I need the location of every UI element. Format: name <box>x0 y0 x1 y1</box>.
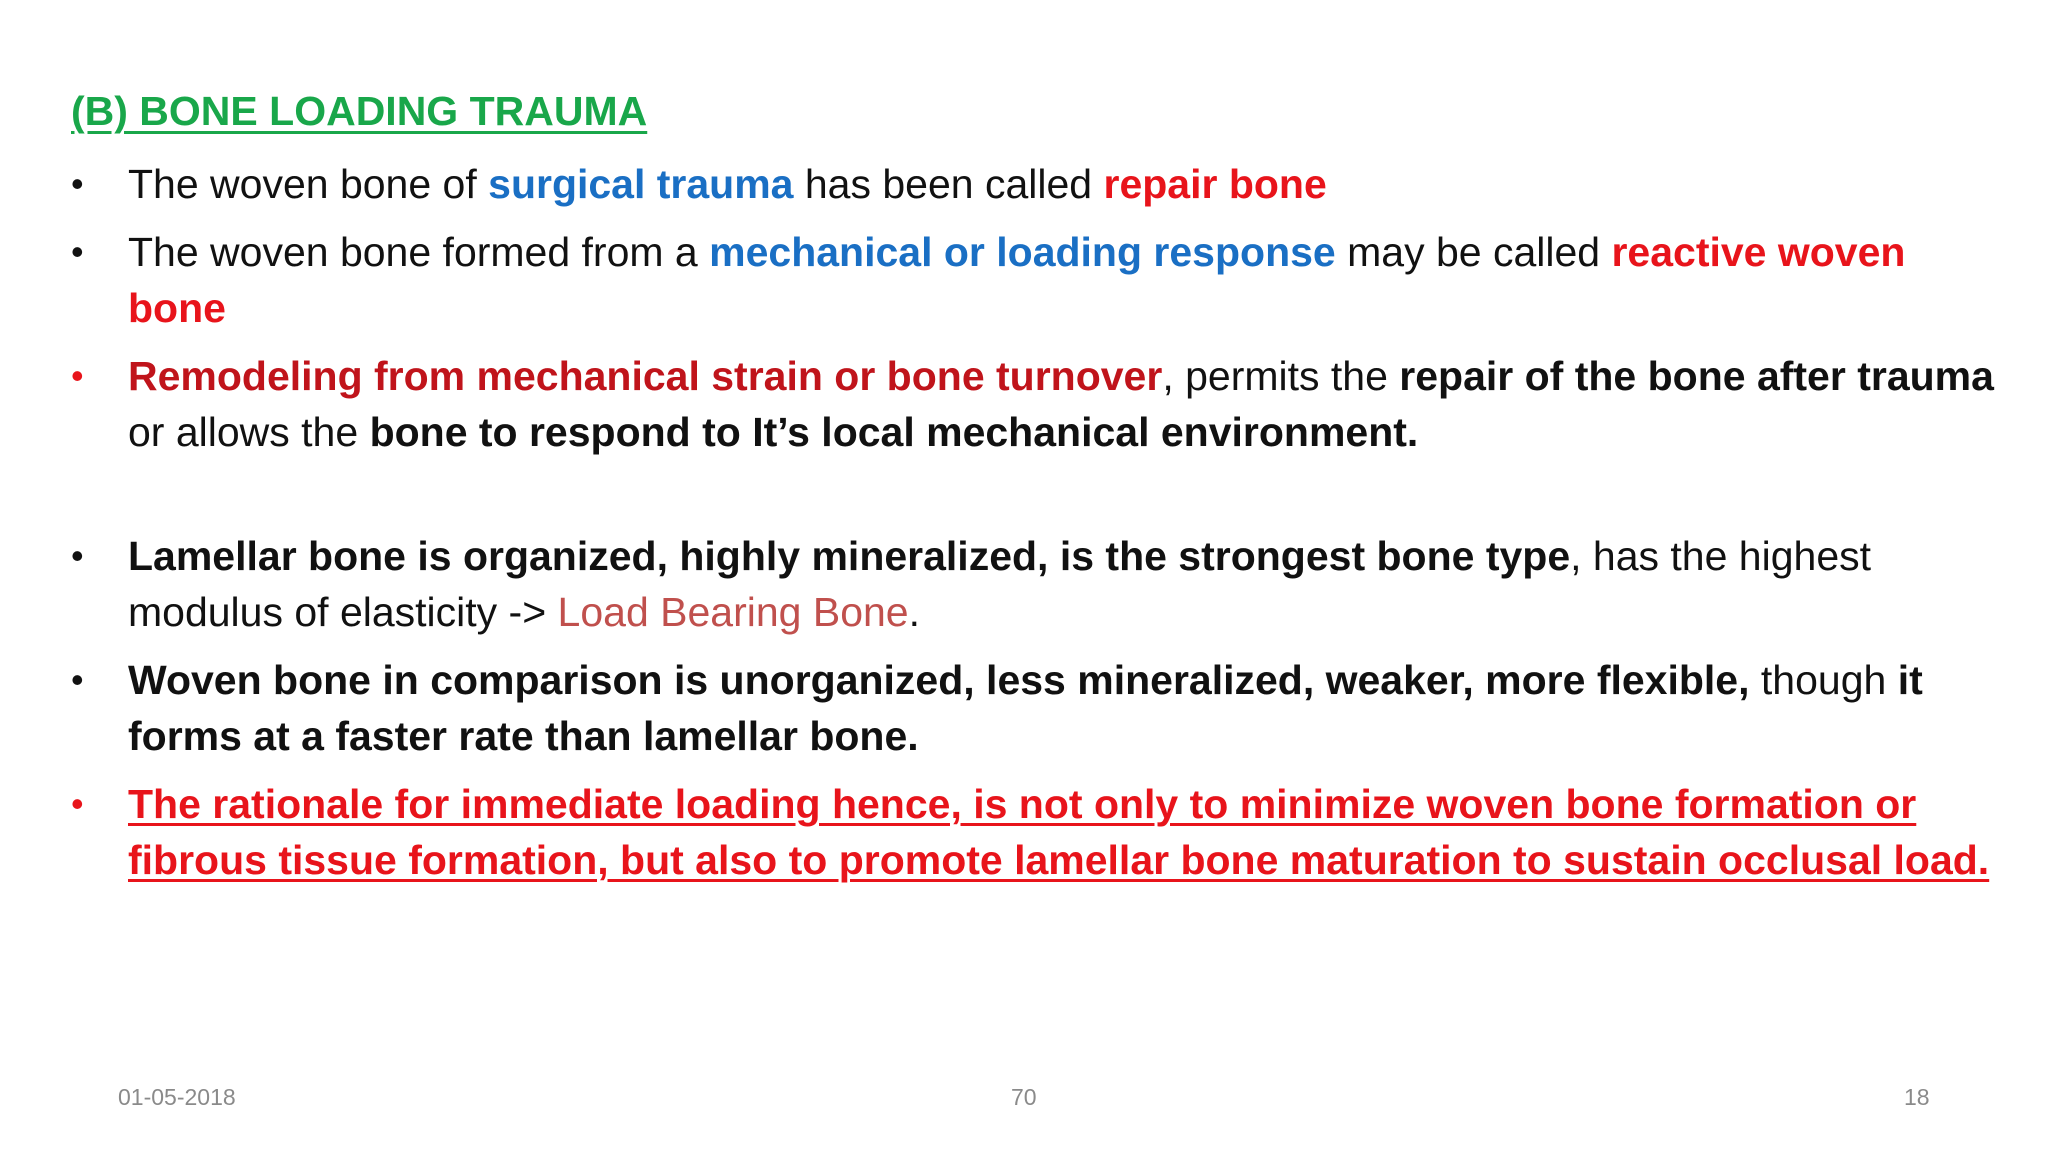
bullet-item <box>71 776 2001 888</box>
bullet-emphasis: surgical trauma <box>488 161 794 207</box>
bullet-marker: • <box>71 535 84 576</box>
bullet-marker: • <box>71 231 84 272</box>
bullet-marker: • <box>71 783 84 824</box>
bullet-text: has been called <box>793 161 1104 207</box>
bullet-text: . <box>908 589 921 635</box>
bullet-text: , permits the <box>1162 353 1400 399</box>
footer-page-number: 18 <box>1904 1084 1930 1110</box>
bullet-emphasis: repair of the bone after trauma <box>1399 353 1994 399</box>
bullet-item <box>71 156 2001 212</box>
bullet-marker: • <box>71 659 84 700</box>
slide-title: (B) BONE LOADING TRAUMA <box>71 88 648 134</box>
bullet-text: , has the highest modulus of elasticity -> <box>128 533 1872 635</box>
bullet-emphasis: Woven bone in comparison is unorganized, less mineralized, weaker, more flexible, <box>128 657 1750 703</box>
bullet-list <box>71 156 2001 900</box>
bullet-emphasis: Lamellar bone is organized, highly mineralized, is the strongest bone type <box>128 533 1571 579</box>
bullet-marker: • <box>71 355 84 396</box>
bullet-text: though <box>1749 657 1898 703</box>
bullet-emphasis: bone to respond to It’s local mechanical environment. <box>369 409 1419 455</box>
bullet-text: or allows the <box>128 409 370 455</box>
bullet-text: The woven bone of <box>128 161 489 207</box>
bullet-emphasis: it forms at a faster rate than lamellar bone. <box>128 657 1923 759</box>
bullet-marker: • <box>71 163 84 204</box>
bullet-item <box>71 224 2001 336</box>
bullet-emphasis: The rationale for immediate loading hence, is not only to minimize woven bone formation or fibrous tissue formation, but also to promote lamellar bone maturation to sustain occlusal load. <box>128 781 1990 883</box>
bullet-text: may be called <box>1335 229 1612 275</box>
footer-date: 01-05-2018 <box>118 1084 236 1110</box>
footer-center-number: 70 <box>1011 1084 1037 1110</box>
bullet-emphasis: mechanical or loading response <box>709 229 1336 275</box>
bullet-emphasis: Remodeling from mechanical strain or bone turnover <box>128 353 1163 399</box>
bullet-item <box>71 652 2001 764</box>
bullet-emphasis: repair bone <box>1103 161 1327 207</box>
bullet-emphasis: reactive woven bone <box>128 229 1906 331</box>
bullet-item <box>71 348 2001 460</box>
bullet-text: The woven bone formed from a <box>128 229 710 275</box>
bullet-item <box>71 528 2001 640</box>
load-bearing-label: Load Bearing Bone <box>557 589 909 635</box>
